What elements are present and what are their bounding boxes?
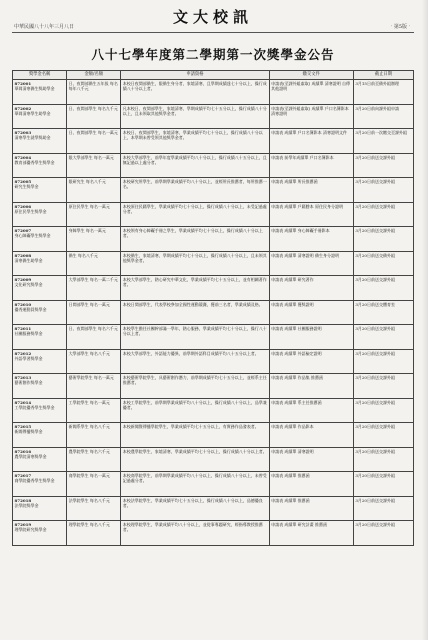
scholarship-name: 新聞傳播獎學金 bbox=[14, 429, 43, 434]
table-body bbox=[13, 80, 414, 546]
amount-cell: 身障學生 每名一萬元 bbox=[67, 227, 121, 252]
scholarship-id: 872009 bbox=[14, 277, 32, 282]
scholarship-id: 872015 bbox=[14, 424, 32, 429]
scholarship-name-cell bbox=[13, 129, 67, 154]
scholarship-id: 872011 bbox=[14, 326, 32, 331]
documents-cell: 申請表 成績單 研究著作 bbox=[269, 276, 353, 301]
scholarship-name-cell bbox=[13, 202, 67, 227]
scholarship-name: 研究生獎學金 bbox=[14, 184, 39, 189]
qualification-cell: 本校理學院學生，學業成績平均八十分以上，並從事專題研究，經指導教授推薦者。 bbox=[121, 521, 269, 546]
amount-cell: 工學院學生 每名一萬元 bbox=[67, 398, 121, 423]
page-number: ‧第5版‧ bbox=[388, 24, 412, 30]
deadline-cell: 3月20日前向課外組申請 bbox=[353, 104, 413, 129]
scholarship-name-cell bbox=[13, 521, 67, 546]
deadline-cell: 3月20日前送交僑外組 bbox=[353, 251, 413, 276]
scholarship-id: 872004 bbox=[14, 154, 32, 160]
qualification-cell: 本校日、夜間部學生，家境清寒，學業成績平均七十分以上，操行成績八十分以上，本學期未曾受領其他獎學金者。 bbox=[121, 129, 269, 154]
issue-date: 中華民國八十八年三月八日 bbox=[14, 24, 75, 30]
scholarship-name: 身心障礙學生獎學金 bbox=[14, 233, 51, 238]
documents-cell: 申請表 成績單 清寒證明 bbox=[269, 447, 353, 472]
documents-cell: 申請表 成績單 社團服務證明 bbox=[269, 325, 353, 350]
table-row bbox=[13, 251, 414, 276]
documents-cell: 申請表 成績單 系主任推薦函 bbox=[269, 398, 353, 423]
newspaper-title: 文大校訊 bbox=[172, 8, 253, 26]
scholarship-name: 社團服務獎學金 bbox=[14, 331, 43, 336]
scholarship-name: 農學院清寒獎學金 bbox=[14, 453, 47, 459]
amount-cell: 理學院學生 每名八千元 bbox=[67, 521, 121, 546]
deadline-cell: 3月20日前送交課外組 bbox=[353, 447, 413, 472]
amount-cell: 日、夜間部學生 每名一萬元 bbox=[67, 129, 121, 154]
qualification-cell: 本校大學部學生，外語能力優異，前學期外語科目成績平均八十五分以上者。 bbox=[121, 349, 269, 374]
documents-cell: 申請表 成績單 身心障礙手冊影本 bbox=[269, 227, 353, 252]
table-row bbox=[13, 374, 414, 399]
scholarship-name-cell bbox=[13, 251, 67, 276]
table-row bbox=[13, 153, 414, 178]
amount-cell: 大學部學生 每名八千元 bbox=[67, 349, 121, 374]
deadline-cell: 3月20日前送交課外組 bbox=[353, 202, 413, 227]
qualification-cell: 本校僑生，家境清寒，學期成績平均七十分以上，操行成績八十分以上，且未領其他獎學金者。 bbox=[121, 251, 269, 276]
scholarship-id: 872013 bbox=[14, 375, 32, 380]
scholarship-name: 藝術創作獎學金 bbox=[14, 380, 43, 385]
scholarship-name-cell bbox=[13, 496, 67, 521]
deadline-cell: 3月15日前至僑外組辦理 bbox=[353, 80, 413, 105]
amount-cell: 日間部學生 每名一萬元 bbox=[67, 300, 121, 325]
documents-cell: 申請表 前學年成績單 戶口名簿影本 bbox=[269, 153, 353, 178]
amount-cell: 日、夜間部學生 每名六千元 bbox=[67, 325, 121, 350]
scholarship-name: 原住民學生獎學金 bbox=[14, 208, 47, 214]
table-row bbox=[13, 349, 414, 374]
scan-shadow bbox=[422, 0, 428, 640]
deadline-cell: 3月20日前送交課外組 bbox=[353, 521, 413, 546]
scholarship-name-cell bbox=[13, 374, 67, 399]
qualification-cell: 本校商學院學生，前學期學業成績平均八十分以上，操行成績八十分以上，未曾受記過處分者。 bbox=[121, 472, 269, 497]
documents-cell: 申請表 成績單 外語檢定證明 bbox=[269, 349, 353, 374]
qualification-cell: 本校農學院學生，家境清寒，學業成績平均七十分以上，操行成績八十分以上者。 bbox=[121, 447, 269, 472]
scholarship-id: 872001 bbox=[14, 81, 32, 86]
table-row bbox=[13, 398, 414, 423]
documents-cell: 申請表 成績單 所長推薦函 bbox=[269, 178, 353, 203]
scholarship-name: 清寒僑生助學金 bbox=[14, 257, 43, 263]
column-header: 繳交文件 bbox=[269, 71, 353, 80]
deadline-cell: 3月20日前送交課外組 bbox=[353, 325, 413, 350]
scholarship-name-cell bbox=[13, 80, 67, 105]
qualification-cell: 本校日夜間部僑生，限僑生身分者，家境清寒，且學期成績達七十分以上，操行成績八十分以上者。 bbox=[121, 80, 269, 105]
column-header: 獎學金名稱 bbox=[13, 71, 67, 80]
scholarship-name-cell bbox=[13, 423, 67, 448]
qualification-cell: 本校日間部學生，代表學校參加全國性運動競賽，獲前三名者，學業成績及格。 bbox=[121, 300, 269, 325]
documents-cell: 申請表 成績單 清寒證明 僑生身分證明 bbox=[269, 251, 353, 276]
deadline-cell: 3月20日前送交課外組 bbox=[353, 496, 413, 521]
table-row bbox=[13, 325, 414, 350]
qualification-cell: 本校研究所學生，前學期學業成績平均八十分以上，並經所長推薦者，每所推薦一名。 bbox=[121, 178, 269, 203]
scholarship-id: 872016 bbox=[14, 448, 32, 454]
scholarship-id: 872018 bbox=[14, 497, 32, 503]
amount-cell: 農學院學生 每名六千元 bbox=[67, 447, 121, 472]
deadline-cell: 3月20日前一次繳交至課外組 bbox=[353, 129, 413, 154]
scholarship-name: 理學院研究獎學金 bbox=[14, 527, 47, 532]
documents-cell: 申請表 成績單 獲獎證明 bbox=[269, 300, 353, 325]
amount-cell: 日、夜間部僑生五年級 每名每年八千元 bbox=[67, 80, 121, 105]
qualification-cell: 本校原住民籍學生，學業成績平均七十分以上，操行成績八十分以上，未受記過處分者。 bbox=[121, 202, 269, 227]
amount-cell: 藝術學院學生 每名一萬元 bbox=[67, 374, 121, 399]
deadline-cell: 3月20日前送交課外組 bbox=[353, 227, 413, 252]
amount-cell: 原住民學生 每名一萬元 bbox=[67, 202, 121, 227]
scholarship-id: 872002 bbox=[14, 105, 32, 111]
table-row bbox=[13, 472, 414, 497]
deadline-cell: 3月20日前送交課外組 bbox=[353, 276, 413, 301]
table-row bbox=[13, 80, 414, 105]
documents-cell: 申請表 成績單 推薦函 bbox=[269, 472, 353, 497]
table-row bbox=[13, 423, 414, 448]
qualification-cell: 本校藝術學院學生，具藝術創作潛力，前學期成績平均七十五分以上，並經系主任推薦者。 bbox=[121, 374, 269, 399]
scholarship-name-cell bbox=[13, 276, 67, 301]
qualification-cell: 本校大學部學生，前學年度學業成績平均八十分以上，操行成績八十五分以上，且無記過以上處分者。 bbox=[121, 153, 269, 178]
documents-cell: 申請表 成績單 作品集 推薦函 bbox=[269, 374, 353, 399]
table-row bbox=[13, 496, 414, 521]
amount-cell: 法學院學生 每名八千元 bbox=[67, 496, 121, 521]
deadline-cell: 3月20日前送交課外組 bbox=[353, 349, 413, 374]
scholarship-name: 教育部優秀學生獎學金 bbox=[14, 159, 55, 165]
qualification-cell: 本校法學院學生，學業成績平均七十五分以上，操行成績八十分以上，品德優良者。 bbox=[121, 496, 269, 521]
table-row bbox=[13, 227, 414, 252]
table-row bbox=[13, 129, 414, 154]
amount-cell: 商學院學生 每名一萬元 bbox=[67, 472, 121, 497]
scholarship-name-cell bbox=[13, 227, 67, 252]
scholarship-name-cell bbox=[13, 300, 67, 325]
documents-cell: 申請表(至課外組索取) 成績單 戶口名簿影本 清寒證明 bbox=[269, 104, 353, 129]
amount-cell: 新聞系學生 每名八千元 bbox=[67, 423, 121, 448]
amount-cell: 大學部學生 每名一萬二千元 bbox=[67, 276, 121, 301]
scholarship-id: 872005 bbox=[14, 179, 32, 184]
table-row bbox=[13, 521, 414, 546]
deadline-cell: 3月20日前送交體育室 bbox=[353, 300, 413, 325]
table-row bbox=[13, 300, 414, 325]
deadline-cell: 3月20日前送交課外組 bbox=[353, 178, 413, 203]
deadline-cell: 3月20日前送交課外組 bbox=[353, 153, 413, 178]
deadline-cell: 3月20日前送交課外組 bbox=[353, 472, 413, 497]
scholarship-table bbox=[12, 70, 414, 546]
scholarship-id: 872014 bbox=[14, 399, 32, 405]
qualification-cell: 凡本校日、夜間部學生，家境清寒，學期成績平均七十五分以上，操行成績八十分以上，且未領取其他獎學金者。 bbox=[121, 104, 269, 129]
table-row bbox=[13, 104, 414, 129]
scholarship-id: 872007 bbox=[14, 228, 32, 233]
deadline-cell: 3月20日前送交課外組 bbox=[353, 374, 413, 399]
column-header: 申請資格 bbox=[121, 71, 269, 80]
table-row bbox=[13, 202, 414, 227]
deadline-cell: 3月20日前送交課外組 bbox=[353, 398, 413, 423]
scholarship-name-cell bbox=[13, 153, 67, 178]
documents-cell: 申請表 成績單 作品影本 bbox=[269, 423, 353, 448]
scholarship-id: 872012 bbox=[14, 350, 32, 356]
scholarship-id: 872010 bbox=[14, 301, 32, 307]
amount-cell: 限研究生 每名八千元 bbox=[67, 178, 121, 203]
scholarship-name-cell bbox=[13, 398, 67, 423]
documents-cell: 申請表 成績單 推薦函 bbox=[269, 496, 353, 521]
article-headline: 八十七學年度第二學期第一次獎學金公告 bbox=[91, 47, 335, 62]
deadline-cell: 3月20日前送交課外組 bbox=[353, 423, 413, 448]
scholarship-name-cell bbox=[13, 349, 67, 374]
scholarship-name: 清寒學生就學獎助金 bbox=[14, 135, 51, 140]
scholarship-name-cell bbox=[13, 325, 67, 350]
scholarship-name-cell bbox=[13, 472, 67, 497]
qualification-cell: 本校領有身心障礙手冊之學生，學業成績平均七十分以上，操行成績八十分以上者。 bbox=[121, 227, 269, 252]
table-header-row bbox=[13, 71, 414, 80]
scholarship-name: 商學院優秀學生獎學金 bbox=[14, 478, 55, 483]
scholarship-name: 文化研究獎學金 bbox=[14, 282, 43, 287]
masthead bbox=[12, 4, 414, 33]
scholarship-name: 優秀運動員獎學金 bbox=[14, 306, 47, 312]
scholarship-name: 華岡清寒學生助學金 bbox=[14, 110, 51, 116]
table-row bbox=[13, 178, 414, 203]
scholarship-name-cell bbox=[13, 447, 67, 472]
scholarship-id: 872017 bbox=[14, 473, 32, 478]
column-header: 截止日期 bbox=[353, 71, 413, 80]
amount-cell: 限大學部學生 每名一萬元 bbox=[67, 153, 121, 178]
qualification-cell: 本校新聞暨傳播學院學生，學業成績平均七十五分以上，有實務作品發表者。 bbox=[121, 423, 269, 448]
column-header: 金額/名額 bbox=[67, 71, 121, 80]
scholarship-id: 872019 bbox=[14, 522, 32, 527]
qualification-cell: 本校大學部學生，熱心研究中華文化，學業成績平均七十五分以上，並有相關著作者。 bbox=[121, 276, 269, 301]
scholarship-name-cell bbox=[13, 104, 67, 129]
amount-cell: 日、夜間部學生 每名九千元 bbox=[67, 104, 121, 129]
documents-cell: 申請表(至課外組索取) 成績單 清寒證明 自傳 其他證明 bbox=[269, 80, 353, 105]
scholarship-id: 872008 bbox=[14, 252, 32, 258]
scholarship-name: 外語學習獎學金 bbox=[14, 355, 43, 361]
scholarship-name: 華岡清寒僑生獎助學金 bbox=[14, 86, 55, 91]
scholarship-name: 法學院獎學金 bbox=[14, 502, 39, 508]
table-row bbox=[13, 276, 414, 301]
scholarship-id: 872006 bbox=[14, 203, 32, 209]
documents-cell: 申請表 成績單 研究計畫 推薦函 bbox=[269, 521, 353, 546]
scholarship-id: 872003 bbox=[14, 130, 32, 135]
amount-cell: 僑生 每名八千元 bbox=[67, 251, 121, 276]
qualification-cell: 本校工學院學生，前學期學業成績平均八十分以上，操行成績八十分以上，品學兼優者。 bbox=[121, 398, 269, 423]
scholarship-name: 工學院優秀學生獎學金 bbox=[14, 404, 55, 410]
scholarship-name-cell bbox=[13, 178, 67, 203]
documents-cell: 申請表 成績單 戶籍謄本 原住民身分證明 bbox=[269, 202, 353, 227]
documents-cell: 申請表 成績單 戶口名簿影本 清寒證明文件 bbox=[269, 129, 353, 154]
table-row bbox=[13, 447, 414, 472]
qualification-cell: 本校學生擔任社團幹部滿一學年，熱心服務，學業成績平均七十分以上，操行八十分以上者。 bbox=[121, 325, 269, 350]
